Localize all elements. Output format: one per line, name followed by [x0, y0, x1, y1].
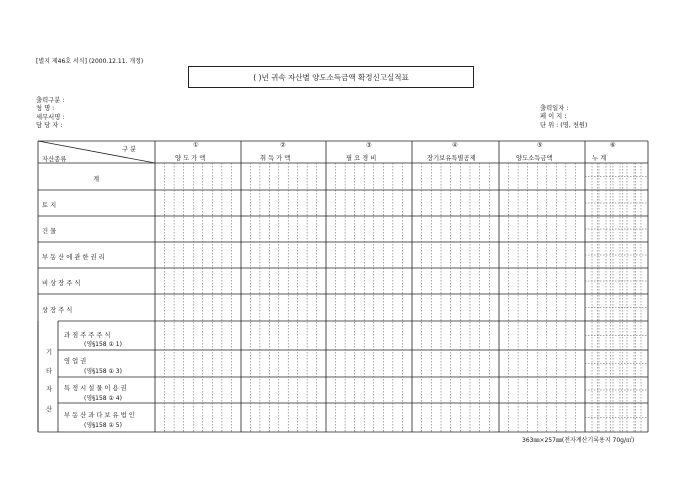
corner-header-bottom: 자산종류: [42, 156, 67, 163]
meta-print-date: 출력일자 :: [540, 105, 569, 112]
col1-num: ①: [193, 142, 199, 149]
form-footer-paper-spec: 363㎜×257㎜(전자계산기록용지 70g/㎡): [522, 437, 635, 444]
group-row-2-label: 영 업 권: [64, 358, 87, 365]
row-realty-rights-label: 부 동 산 에 관 한 권 리: [42, 254, 105, 261]
col2-label: 취 득 가 액: [260, 155, 291, 162]
meta-unit: 단 위 : (명, 천원): [540, 121, 588, 129]
group-label-char-4: 산: [46, 406, 53, 413]
row-land-label: 토 지: [42, 202, 57, 209]
col6-label: 누 계: [592, 155, 607, 162]
form-title-text: ( )년 귀속 자산별 양도소득금액 확정신고실적표: [253, 72, 409, 82]
col2-num: ②: [280, 142, 286, 149]
form-header: [별지 제46호 서식] (2000.12.11. 개정): [36, 58, 144, 65]
group-row-1-sub: (영§158 ① 1): [84, 341, 122, 348]
col3-label: 필 요 경 비: [346, 155, 377, 162]
group-row-1-label: 과 점 주 주 주 식: [64, 332, 111, 339]
row-listed-stock-label: 상 장 주 식: [42, 307, 73, 314]
group-label-char-2: 타: [46, 368, 53, 375]
row-total-label: 계: [93, 176, 100, 183]
row-building-label: 건 물: [42, 228, 57, 235]
col4-label: 장기보유특별공제: [427, 155, 476, 162]
col5-label: 양도소득금액: [516, 155, 553, 162]
group-row-4-label: 부 동 산 과 다 보 유 법 인: [64, 412, 135, 419]
row-unlisted-stock-label: 비 상 장 주 식: [42, 280, 81, 287]
meta-tax-office: 세무서명 :: [36, 113, 65, 121]
col3-num: ③: [366, 142, 372, 149]
meta-person-in-charge: 담 당 자 :: [36, 121, 63, 129]
group-row-4-sub: (영§158 ① 5): [84, 422, 122, 429]
group-label-char-3: 자: [46, 386, 53, 393]
group-row-2-sub: (영§158 ① 3): [84, 368, 122, 375]
meta-office-name: 청 명 :: [36, 105, 55, 113]
col5-num: ⑤: [537, 142, 543, 149]
meta-page: 페 이 지 :: [540, 113, 567, 121]
col4-num: ④: [452, 142, 458, 149]
meta-output-type: 출력구분 :: [36, 97, 65, 104]
group-row-3-sub: (영§158 ① 4): [84, 395, 122, 402]
col1-label: 양 도 가 액: [175, 155, 206, 162]
col6-num: ⑥: [610, 142, 616, 149]
group-label-char-1: 기: [46, 349, 53, 356]
group-row-3-label: 특 정 시 설 물 이 용 권: [64, 385, 127, 392]
corner-header-top: 구 분: [122, 146, 137, 153]
